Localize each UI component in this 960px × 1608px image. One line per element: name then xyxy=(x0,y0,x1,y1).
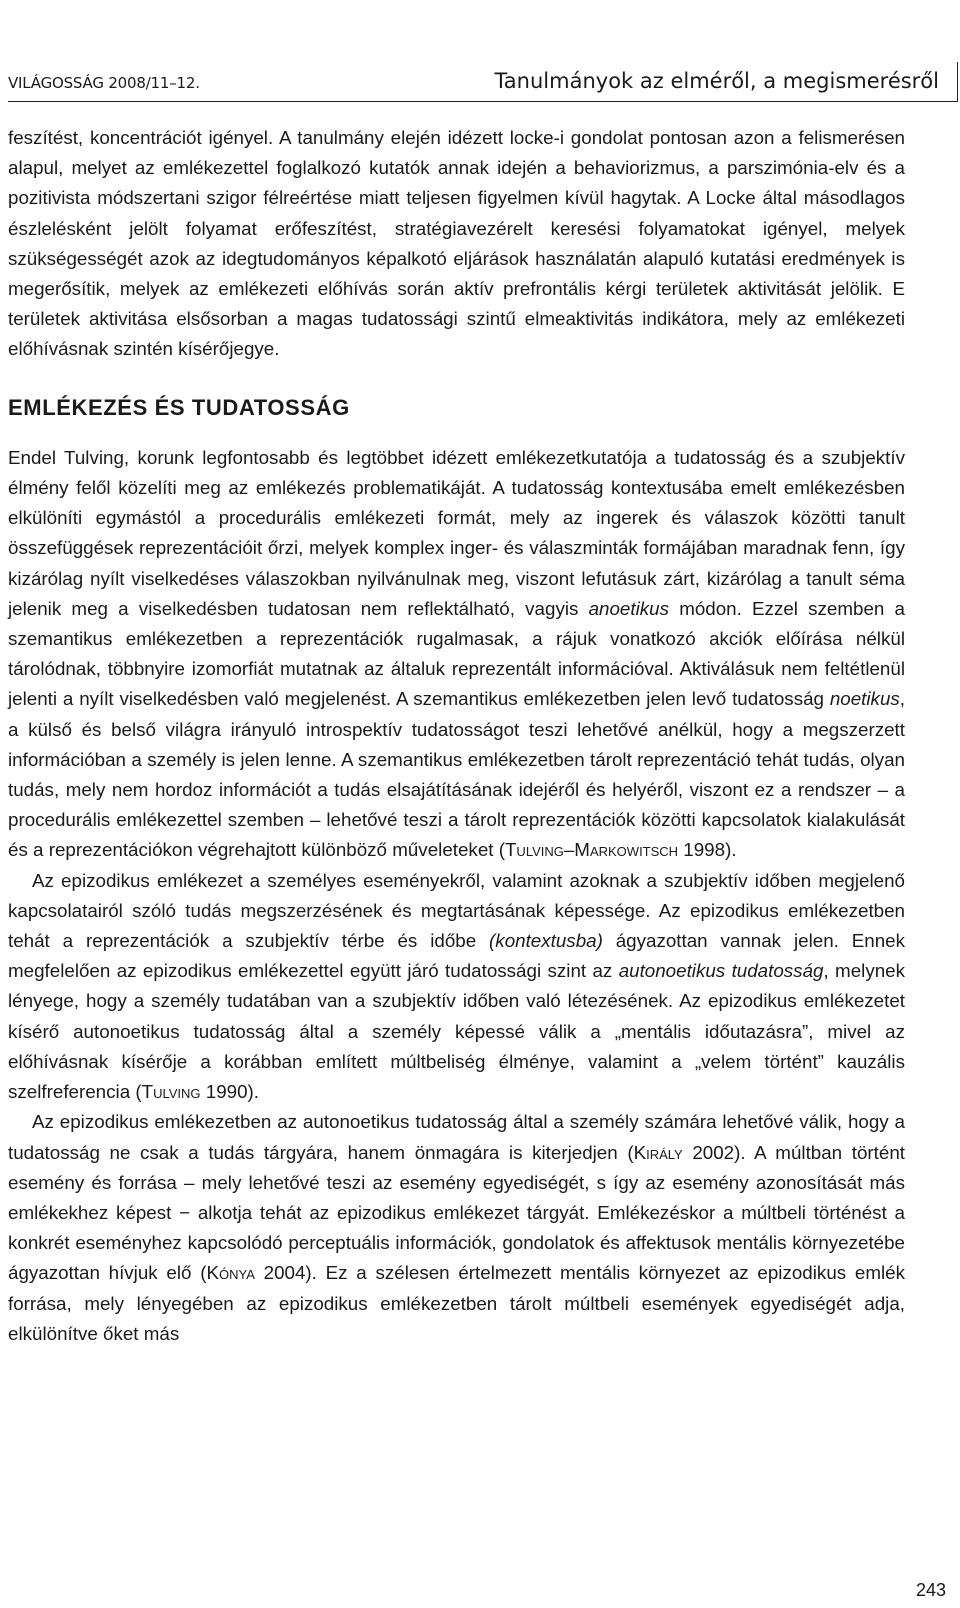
paragraph-3: Az epizodikus emlékezet a személyes eseményekről, valamint azoknak a szubjektív időben megjelenő kapcsolatairól szóló tudás megszerzésének és megtartásának képessége. Az epizodikus emlékezetben tehát a reprezentációk a szubjektív térbe és időbe (kontextusba) ágyazottan vannak jelen. Ennek megfelelően az epizodikus emlékezettel együtt járó tudatossági szint az autonoetikus tudatosság, melynek lényege, hogy a személy tudatában van a szubjektív időben való létezésének. Az epizodikus emlékezetet kísérő autonoetikus tudatosság által a személy képessé válik a „mentális időutazásra”, mivel az előhívásnak kísérője a korábban említett múltbeliség élménye, valamint a „velem történt” kauzális szelfreferencia (Tulving 1990). xyxy=(8,869,905,1103)
paragraph-4: Az epizodikus emlékezetben az autonoetikus tudatosság által a személy számára lehetővé válik, hogy a tudatosság ne csak a tudás tárgyára, hanem önmagára is kiterjedjen (Király 2002). A múltban történt esemény és forrása – mely lehetővé teszi az esemény egyediségét, s így az esemény azonosítását más emlékekhez képest − alkotja tehát az epizodikus emlékezet tárgyát. Emlékezéskor a múltbeli történést a konkrét eseményhez kapcsolódó perceptuális információk, gondolatok és affektusok mentális környezetébe ágyazottan hívjuk elő (Kónya 2004). Ez a szélesen értelmezett mentális környezet az epizodikus emlék forrása, mely lényegében az epizodikus emlékezetben tárolt múltbeli események egyediségét adja, elkülönítve őket más xyxy=(8,1111,905,1344)
term-anoetikus: anoetikus xyxy=(588,597,669,619)
page-number: 243 xyxy=(915,1580,946,1600)
journal-issue: VILÁGOSSÁG 2008/11–12. xyxy=(8,74,200,92)
article-body xyxy=(8,123,905,1349)
section-title: Tanulmányok az elméről, a megismerésről xyxy=(494,69,939,93)
citation-tulving-markowitsch: Tulving–Markowitsch xyxy=(504,839,679,861)
term-kontextusba: (kontextusba) xyxy=(489,930,603,952)
citation-tulving: Tulving xyxy=(141,1081,201,1103)
paragraph-1: feszítést, koncentrációt igényel. A tanulmány elején idézett locke-i gondolat pontosan azon a felismerésen alapul, melyet az emlékezettel foglalkozó kutatók annak idején a behaviorizmus, a parszimónia-elv és a pozitivista módszertani szigor félreértése miatt teljesen figyelmen kívül hagytak. A Locke által másodlagos észlelésként jelölt folyamat erőfeszítést, stratégiavezérelt keresési folyamatokat igényel, melyek szükségességét azok az idegtudományos képalkotó eljárások használatán alapuló kutatási eredmények is megerősítik, melyek az emlékezeti előhívás során aktív prefrontális kérgi területek aktivitását jelölik. E területek aktivitása elsősorban a magas tudatossági szintű elmeaktivitás indikátora, mely az emlékezeti előhívásnak szintén kísérőjegye. xyxy=(8,127,905,360)
running-header xyxy=(8,62,958,102)
section-heading: EMLÉKEZÉS ÉS TUDATOSSÁG xyxy=(8,394,350,420)
paragraph-2: Endel Tulving, korunk legfontosabb és legtöbbet idézett emlékezetkutatója a tudatosság és a szubjektív élmény felől közelíti meg az emlékezés problematikáját. A tudatosság kontextusába emelt emlékezésben elkülöníti egymástól a procedurális emlékezeti formát, mely az ingerek és válaszok közötti tanult összefüggések reprezentációit őrzi, melyek komplex inger- és válaszminták formájában maradnak fenn, így kizárólag nyílt viselkedéses válaszokban nyilvánulnak meg, viszont lefutásuk zárt, kizárólag a tanult séma jelenik meg a viselkedésben tudatosan nem reflektálható, vagyis anoetikus módon. Ezzel szemben a szemantikus emlékezetben a reprezentációk rugalmasak, a rájuk vonatkozó akciók előírása nélkül tárolódnak, többnyire izomorfiát mutatnak az általuk reprezentált információval. Aktiválásuk nem feltétlenül jelenti a nyílt viselkedésben való megjelenést. A szemantikus emlékezetben jelen levő tudatosság noetikus, a külső és belső világra irányuló introspektív tudatosságot teszi lehetővé anélkül, hogy a megszerzett információban a személy is jelen lenne. A szemantikus emlékezetben tárolt reprezentáció tehát tudás, olyan tudás, mely nem hordoz információt a tudás elsajátításának idejéről és helyéről, viszont ez a rendszer – a procedurális emlékezettel szemben – lehetővé teszi a tárolt reprezentációk közötti kapcsolatok kialakulását és a reprezentációkon végrehajtott különböző műveleteket (Tulving–Markowitsch 1998). xyxy=(8,446,905,861)
citation-kiraly: Király xyxy=(633,1141,683,1163)
term-autonoetikus: autonoetikus tudatosság xyxy=(618,960,824,982)
citation-konya: Kónya xyxy=(206,1262,255,1284)
term-noetikus: noetikus xyxy=(829,688,900,710)
